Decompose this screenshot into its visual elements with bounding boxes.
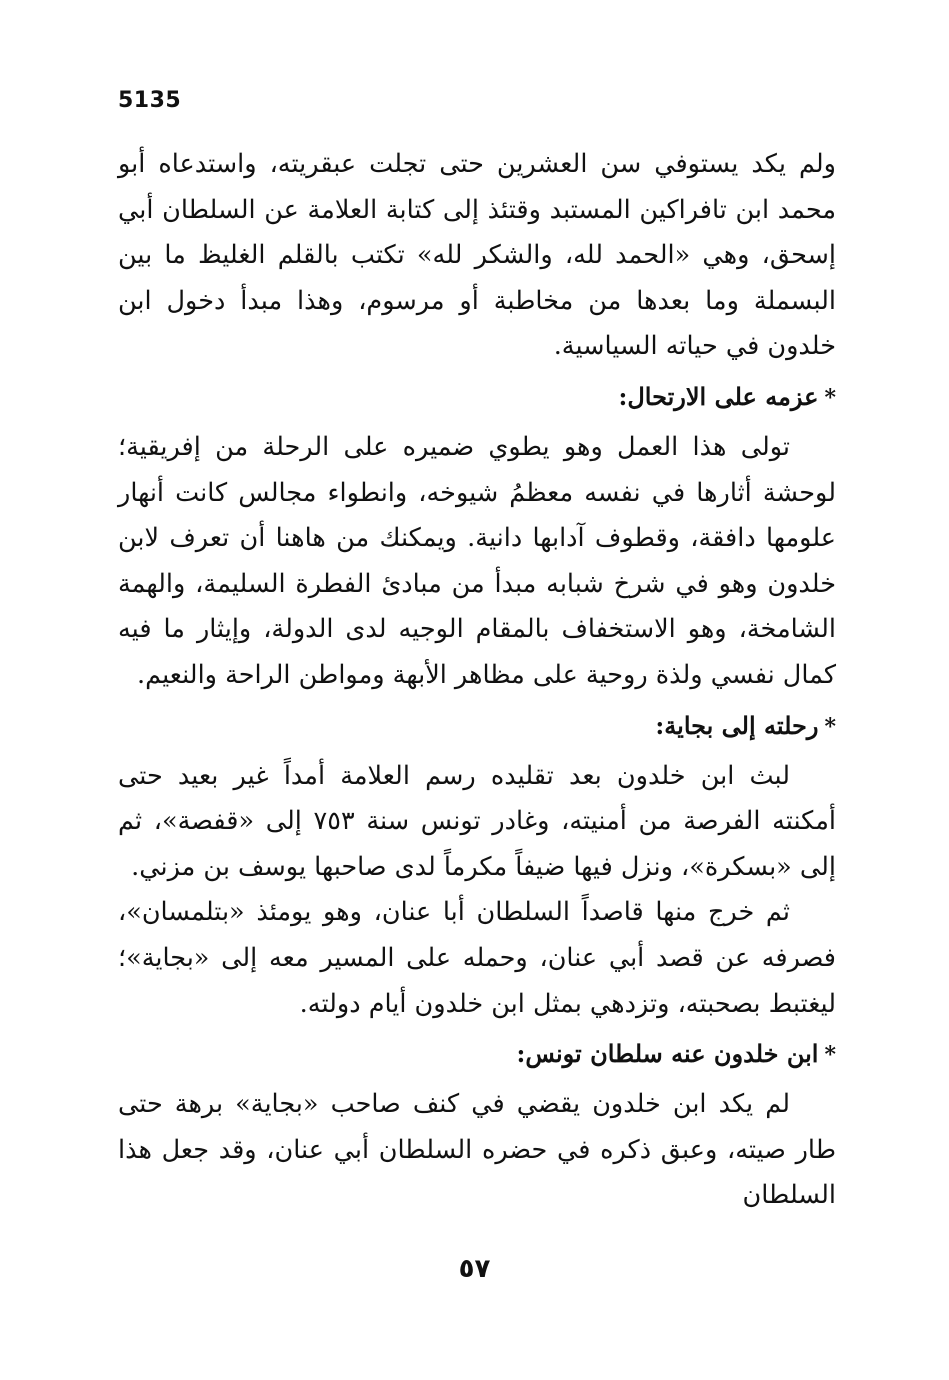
catalog-number: 5135 xyxy=(118,88,182,113)
paragraph-1: ولم يكد يستوفي سن العشرين حتى تجلت عبقريته، واستدعاه أبو محمد ابن تافراكين المستبد وقتئذ إلى كتابة العلامة عن السلطان أبي إسحق، وهي «الحمد لله، والشكر لله» تكتب بالقلم الغليظ ما بين البسملة وما بعدها من مخاطبة أو مرسوم، وهذا مبدأ دخول ابن خلدون في حياته السياسية. xyxy=(118,149,836,362)
heading-text: رحلته إلى بجاية: xyxy=(655,710,819,740)
page-body xyxy=(118,142,836,1219)
heading-text: عزمه على الارتحال: xyxy=(618,381,819,411)
paragraph-5: لم يكد ابن خلدون يقضي في كنف صاحب «بجاية» برهة حتى طار صيته، وعبق ذكره في حضره السلطان أبي عنان، وقد جعل هذا السلطان xyxy=(118,1089,836,1211)
bullet-star-icon: * xyxy=(824,1042,836,1069)
paragraph-4: ثم خرج منها قاصداً السلطان أبا عنان، وهو يومئذ «بتلمسان»، فصرفه عن قصد أبي عنان، وحمله على المسير معه إلى «بجاية»؛ ليغتبط بصحبته، وتزدهي بمثل ابن خلدون أيام دولته. xyxy=(118,897,836,1019)
bullet-star-icon: * xyxy=(824,713,836,740)
paragraph-3: لبث ابن خلدون بعد تقليده رسم العلامة أمداً غير بعيد حتى أمكنته الفرصة من أمنيته، وغادر تونس سنة ٧٥٣ إلى «قفصة»، ثم إلى «بسكرة»، ونزل فيها ضيفاً مكرماً لدى صاحبها يوسف بن مزني. xyxy=(118,760,836,882)
section-heading-departure xyxy=(118,370,836,425)
heading-text: ابن خلدون عنه سلطان تونس: xyxy=(516,1039,819,1069)
section-heading-tunis-sultan xyxy=(118,1027,836,1082)
section-heading-bijaya-trip xyxy=(118,699,836,754)
paragraph-2: تولى هذا العمل وهو يطوي ضميره على الرحلة من إفريقية؛ لوحشة أثارها في نفسه معظمُ شيوخه، وانطواء مجالس كانت أنهار علومها دافقة، وقطوف آدابها دانية. ويمكنك من هاهنا أن تعرف لابن خلدون وهو في شرخ شبابه مبدأ من مبادئ الفطرة السليمة، والهمة الشامخة، وهو الاستخفاف بالمقام الوجيه لدى الدولة، وإيثار ما فيه كمال نفسي ولذة روحية على مظاهر الأبهة ومواطن الراحة والنعيم. xyxy=(118,431,836,690)
bullet-star-icon: * xyxy=(824,384,836,411)
page-number: ٥٧ xyxy=(458,1254,491,1284)
